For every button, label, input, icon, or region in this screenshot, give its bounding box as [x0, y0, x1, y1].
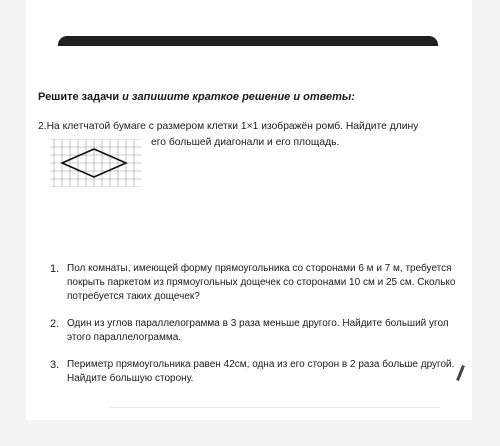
task-2-line-1: 2.На клетчатой бумаге с размером клетки 1×1 изображён ромб. Найдите длину	[38, 121, 419, 132]
bottom-divider	[110, 407, 440, 408]
item-number: 1.	[50, 263, 60, 275]
item-number: 2.	[50, 318, 60, 330]
list-item	[50, 317, 470, 345]
heading-italic: и запишите краткое решение и ответы:	[122, 91, 355, 103]
item-text: Пол комнаты, имеющей форму прямоугольника со сторонами 6 м и 7 м, требуется покрыть паркетом из прямоугольных дощечек со сторонами 10 см и 25 см. Сколько потребуется таких дощечек?	[67, 263, 456, 302]
instructions-heading	[38, 91, 355, 103]
task-list	[50, 262, 470, 399]
task-2-line-2: его большей диагонали и его площадь.	[151, 137, 340, 148]
heading-bold: Решите задачи	[38, 91, 120, 103]
top-bar	[58, 36, 438, 46]
item-number: 3.	[50, 359, 60, 371]
list-item	[50, 262, 470, 304]
item-text: Один из углов параллелограмма в 3 раза меньше другого. Найдите больший угол этого параллелограмма.	[67, 318, 449, 343]
rhombus-grid-figure	[50, 139, 142, 187]
list-item	[50, 358, 470, 386]
item-text: Периметр прямоугольника равен 42см, одна из его сторон в 2 раза больше другой. Найдите большую сторону.	[67, 359, 455, 384]
